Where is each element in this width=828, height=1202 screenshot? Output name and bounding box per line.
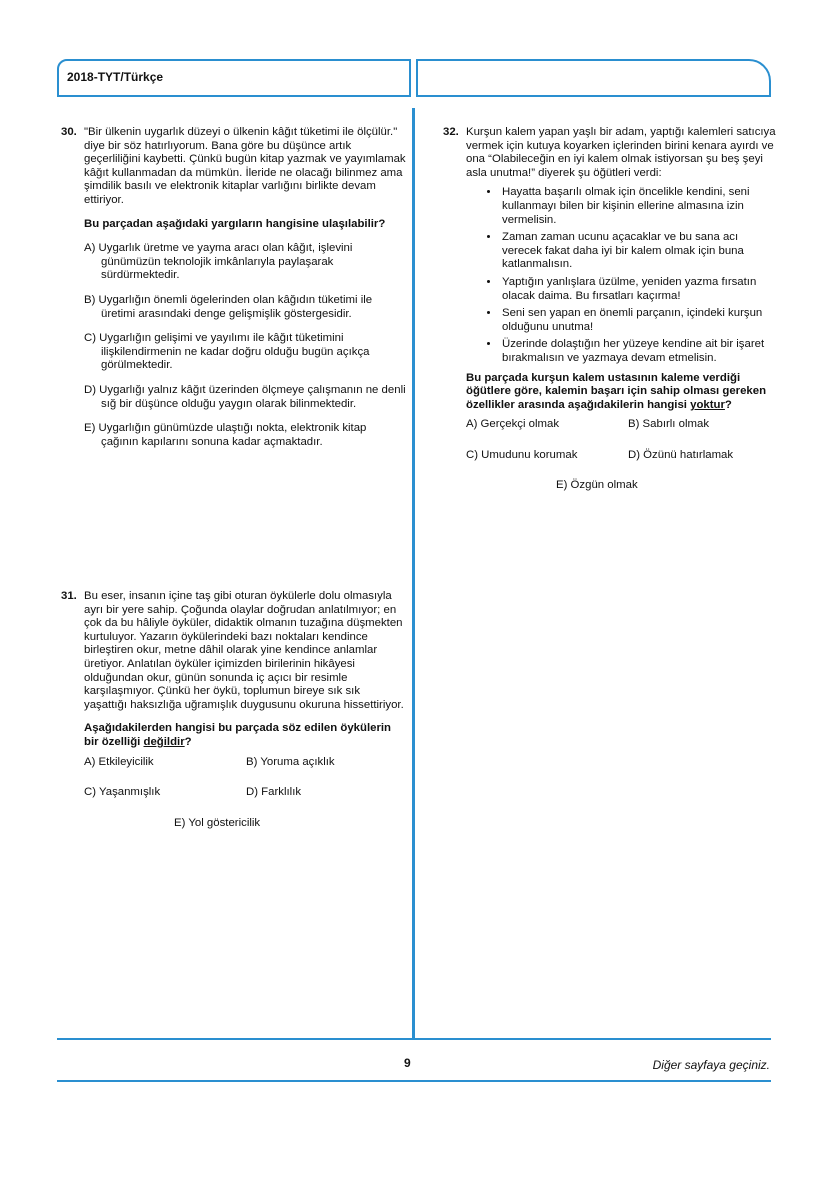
list-item: • Seni sen yapan en önemli parçanın, içindeki kurşun olduğunu unutma! — [500, 307, 778, 334]
header-left-box — [57, 59, 411, 97]
option-e[interactable]: E) Uygarlığın günümüzde ulaştığı nokta, elektronik kitap çağının kapılarını sonuna kadar açmaktadır. — [84, 422, 367, 448]
question-text: Kurşun kalem yapan yaşlı bir adam, yaptığı kalemleri satıcıya vermek için kutuya koyarken içlerinden birini kenara ayırdı ve ona “Olabileceğin en iyi kalem olmak istiyorsan şu beş şeyi asla unutma!” diyerek şu öğütleri verdi: — [466, 126, 776, 179]
column-divider — [412, 108, 415, 1038]
question-number: 31. — [61, 590, 77, 602]
option-c[interactable]: C) Yaşanmışlık — [84, 786, 161, 799]
list-item: • Hayatta başarılı olmak için öncelikle kendini, seni kullanmayı bilen bir kişinin ellerine almasına izin vermelisin. — [500, 186, 778, 227]
question-31 — [61, 590, 406, 830]
option-c[interactable]: C) Umudunu korumak — [466, 448, 578, 461]
question-stem: Bu parçadan aşağıdaki yargıların hangisine ulaşılabilir? — [84, 217, 386, 230]
advice-list — [466, 186, 778, 365]
question-32 — [443, 126, 778, 493]
option-b[interactable]: B) Uygarlığın önemli ögelerinden olan kâğıdın tüketimi ile üretimi arasındaki denge gelişmişlik göstergesidir. — [84, 293, 373, 320]
question-text: "Bir ülkenin uygarlık düzeyi o ülkenin kâğıt tüketimi ile ölçülür." diye bir söz hatırlıyorum. Bana göre bu düşünce artık geçerliliğini kaybetti. Çünkü bugün kitap yazmak ve yayımlamak kâğıt kullanmadan da mümkün. İleride ne olacağı bilinmez ama şimdilik basılı ve elektronik kitaplar varlığını birlikte devam ettiriyor. — [84, 126, 406, 206]
option-a[interactable]: A) Gerçekçi olmak — [466, 418, 560, 431]
exam-title: 2018-TYT/Türkçe — [67, 70, 164, 84]
list-item: • Yaptığın yanlışlara üzülme, yeniden yazma fırsatın olacak daima. Bu fırsatları kaçırma! — [500, 276, 778, 303]
option-d[interactable]: D) Özünü hatırlamak — [628, 448, 734, 461]
list-item: • Üzerinde dolaştığın her yüzeye kendine ait bir işaret bırakmalısın ve yazmaya devam etmelisin. — [500, 338, 778, 365]
option-e[interactable]: E) Özgün olmak — [556, 479, 638, 492]
option-b[interactable]: B) Sabırlı olmak — [628, 418, 710, 431]
option-a[interactable]: A) Etkileyicilik — [84, 755, 154, 768]
question-number: 32. — [443, 126, 459, 138]
footer-top-line — [57, 1038, 771, 1040]
question-stem: Aşağıdakilerden hangisi bu parçada söz edilen öykülerin bir özelliği değildir? — [84, 722, 392, 748]
next-page-note: Diğer sayfaya geçiniz. — [652, 1058, 770, 1072]
question-number: 30. — [61, 126, 77, 138]
question-stem: Bu parçada kurşun kalem ustasının kaleme verdiği öğütlere göre, kalemin başarı için sahip olması gereken özellikler arasında aşağıdakilerin hangisi yoktur? — [466, 371, 767, 411]
list-item: • Zaman zaman ucunu açacaklar ve bu sana acı verecek fakat daha iyi bir kalem olmak için buna katlanmalısın. — [500, 231, 778, 272]
question-text: Bu eser, insanın içine taş gibi oturan öykülerle dolu olmasıyla ayrı bir yere sahip. Çoğunda olaylar doğrudan anlatılmıyor; en çok da bu hâliyle öyküler, didaktik olmanın tuzağına düşmekten kurtuluyor. Yazarın öykülerindeki bazı noktaları kendince birleştiren okur, metne dâhil olarak yine kendince anlamlar üretiyor. Anlatılan öyküler içimizden birilerinin hikâyesi olduğundan okur, günün sonunda iç açıcı bir resimle karşılaşmıyor. Çünkü her öykü, toplumun bireye sık sık yaşattığı haksızlığa uğramışlık duygusunu okuruna hissettiriyor. — [84, 590, 404, 711]
footer-bottom-line — [57, 1080, 771, 1082]
question-30 — [61, 126, 406, 449]
option-b[interactable]: B) Yoruma açıklık — [246, 755, 335, 768]
negation-underlined: değildir — [143, 735, 185, 748]
page-number: 9 — [404, 1056, 411, 1070]
option-d[interactable]: D) Uygarlığı yalnız kâğıt üzerinden ölçmeye çalışmanın ne denli sığ bir düşünce olduğu yaygın olarak bilinmektedir. — [84, 383, 406, 410]
negation-underlined: yoktur — [690, 398, 725, 411]
option-e[interactable]: E) Yol göstericilik — [174, 816, 261, 829]
option-c[interactable]: C) Uygarlığın gelişimi ve yayılımı ile kâğıt tüketimini ilişkilendirmenin ne kadar doğru olduğu bugün açıkça görülmektedir. — [84, 332, 370, 372]
header-right-box — [416, 59, 771, 97]
option-d[interactable]: D) Farklılık — [246, 786, 302, 799]
option-a[interactable]: A) Uygarlık üretme ve yayma aracı olan kâğıt, işlevini günümüzün teknolojik imkânlarıyla paylaşarak sürdürmektedir. — [84, 242, 353, 282]
